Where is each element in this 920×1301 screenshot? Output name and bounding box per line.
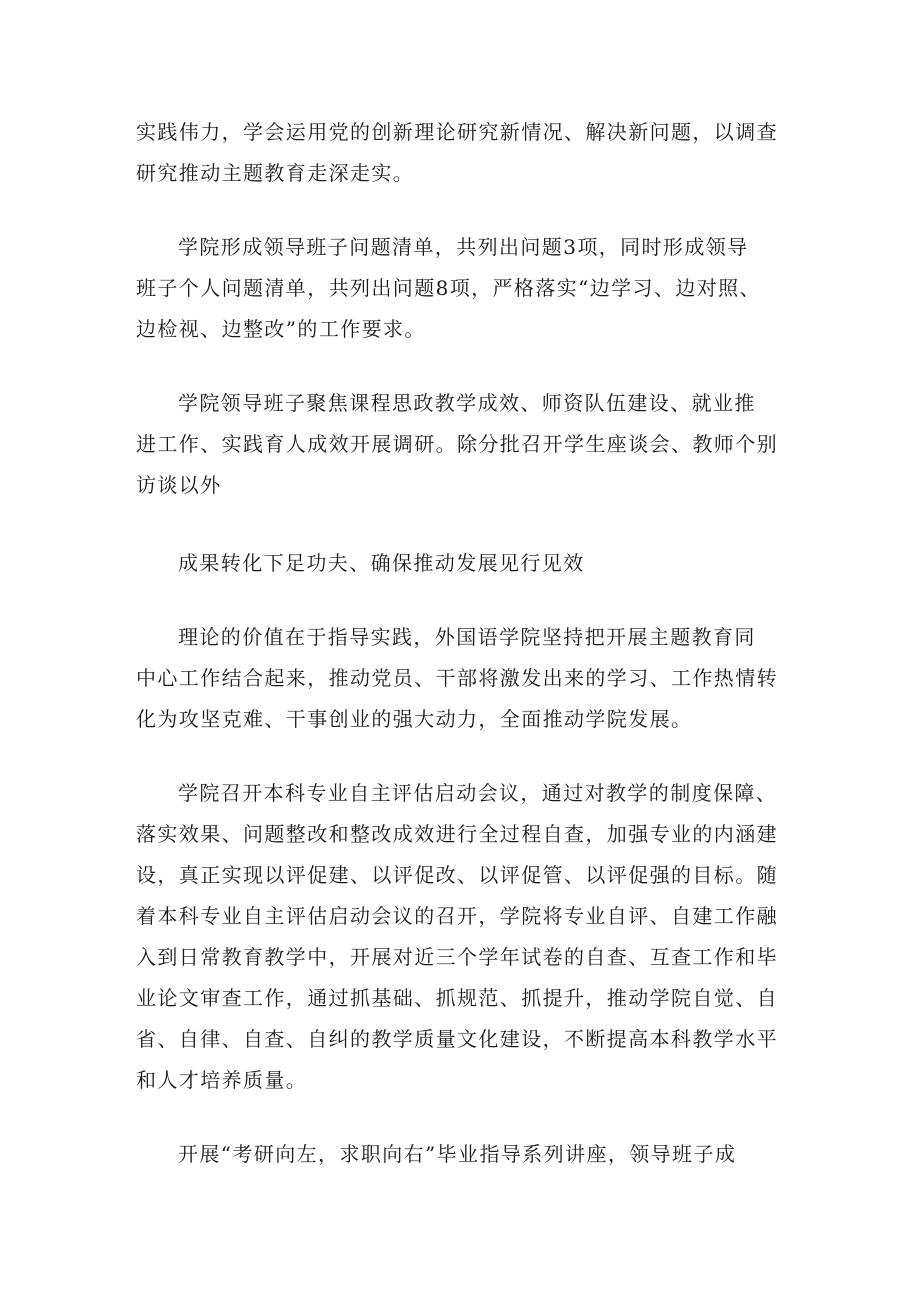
text-line: 研究推动主题教育走深走实。 bbox=[136, 161, 415, 185]
text-line: 着本科专业自主评估启动会议的召开，学院将专业自评、自建工作融 bbox=[136, 904, 778, 928]
text-line: 学院召开本科专业自主评估启动会议，通过对教学的制度保障、 bbox=[178, 781, 778, 805]
paragraph-6 bbox=[136, 773, 781, 1101]
text-line: 边检视、边整改”的工作要求。 bbox=[136, 317, 426, 341]
text-line: 省、自律、自查、自纠的教学质量文化建设，不断提高本科教学水平 bbox=[136, 1027, 778, 1051]
document-body bbox=[136, 112, 781, 1175]
text-line: 设，真正实现以评促建、以评促改、以评促管、以评促强的目标。随 bbox=[136, 863, 778, 887]
text-line: 和人才培养质量。 bbox=[136, 1068, 308, 1092]
text-line: 化为攻坚克难、干事创业的强大动力，全面推动学院发展。 bbox=[136, 707, 693, 731]
text-line: 落实效果、问题整改和整改成效进行全过程自查，加强专业的内涵建 bbox=[136, 822, 778, 846]
paragraph-5 bbox=[136, 617, 781, 740]
text-line: 实践伟力，学会运用党的创新理论研究新情况、解决新问题，以调查 bbox=[136, 120, 778, 144]
text-line: 业论文审查工作，通过抓基础、抓规范、抓提升，推动学院自觉、自 bbox=[136, 986, 778, 1010]
paragraph-7 bbox=[136, 1134, 781, 1175]
paragraph-2 bbox=[136, 227, 781, 350]
paragraph-1 bbox=[136, 112, 781, 194]
text-line: 学院形成领导班子问题清单，共列出问题3项，同时形成领导 bbox=[178, 235, 749, 259]
heading-line: 成果转化下足功夫、确保推动发展见行见效 bbox=[178, 551, 585, 575]
text-line: 学院领导班子聚焦课程思政教学成效、师资队伍建设、就业推 bbox=[178, 391, 756, 415]
text-line: 访谈以外 bbox=[136, 473, 222, 497]
text-line: 入到日常教育教学中，开展对近三个学年试卷的自查、互查工作和毕 bbox=[136, 945, 778, 969]
section-heading bbox=[136, 543, 781, 584]
text-line: 中心工作结合起来，推动党员、干部将激发出来的学习、工作热情转 bbox=[136, 666, 778, 690]
text-line: 理论的价值在于指导实践，外国语学院坚持把开展主题教育同 bbox=[178, 625, 756, 649]
text-line: 开展“考研向左，求职向右”毕业指导系列讲座，领导班子成 bbox=[178, 1142, 737, 1166]
text-line: 班子个人问题清单，共列出问题8项，严格落实“边学习、边对照、 bbox=[136, 276, 761, 300]
paragraph-3 bbox=[136, 383, 781, 506]
text-line: 进工作、实践育人成效开展调研。除分批召开学生座谈会、教师个别 bbox=[136, 432, 778, 456]
